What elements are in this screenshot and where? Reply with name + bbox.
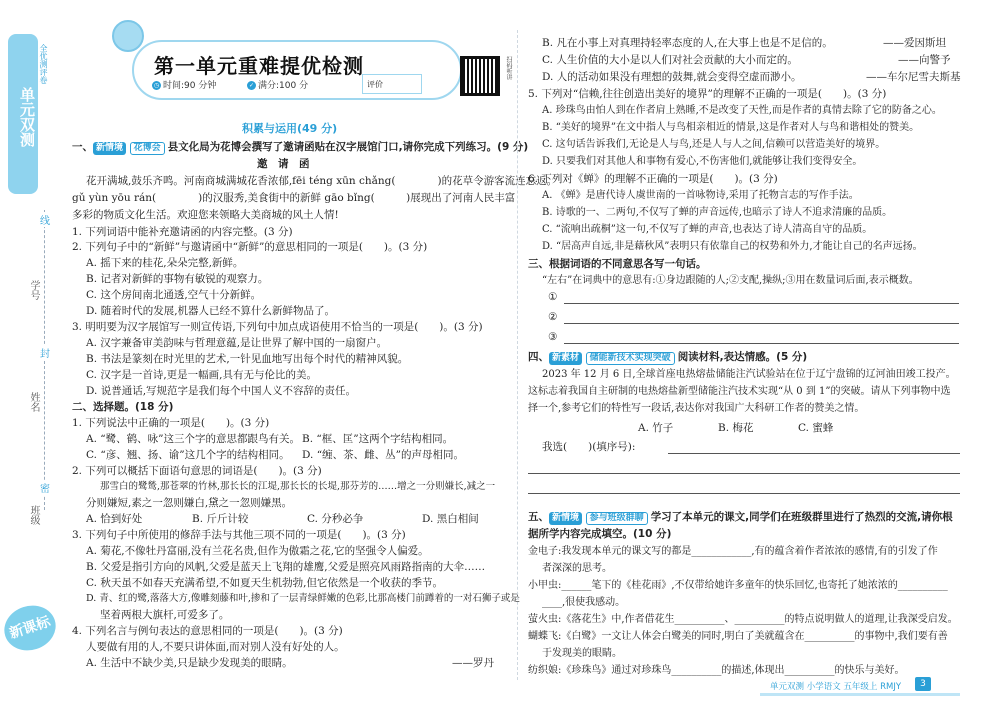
q2-4-option-d[interactable]: D. 人的活动如果没有理想的鼓舞,就会变得空虚而渺小。 (542, 71, 802, 83)
sentence-2-answer-line[interactable] (564, 323, 959, 324)
q2-3-option-d[interactable]: D. 青、红的鹭,落落大方,像雕刻藤和叶,掺和了一层青绿鲜嫩的色彩,比那高楼门前蹲着的一对石狮子或是 (86, 593, 520, 604)
new-context-tag: 新情境 (93, 142, 126, 155)
writing-line-2[interactable] (528, 473, 960, 474)
class-field[interactable]: 班级 (28, 505, 39, 525)
seal-label: 封 (40, 345, 50, 360)
chat-line-2-cont[interactable]: ____,很使我感动。 (542, 597, 626, 608)
invitation-title: 邀 请 函 (257, 158, 310, 170)
q2-6-option-d[interactable]: D. “居高声自远,非是藉秋风”表明只有依靠自己的权势和外力,才能让自己的名声远扬。 (542, 241, 923, 252)
section-4-option-b[interactable]: B. 梅花 (718, 422, 754, 434)
topic-tag-chat: 参与班级群聊 (586, 512, 648, 525)
q2-4-option-c[interactable]: C. 人生价值的大小是以人们对社会贡献的大小而定的。 (542, 54, 798, 66)
mascot-badge: 新课标 (0, 599, 62, 657)
section-4-passage-3: 择一个,参考它们的特性写一段话,表达你对我国广大科研工作者的赞美之情。 (528, 403, 865, 414)
left-column (72, 0, 558, 711)
new-material-tag: 新素材 (549, 352, 582, 365)
q2-1-option-b[interactable]: B. “框、匡”这两个字结构相同。 (302, 433, 454, 445)
q2-1-option-d[interactable]: D. “缠、茶、雌、丛”的声母相同。 (302, 449, 464, 461)
page-title: 第一单元重难提优检测 (154, 54, 364, 78)
q2-2-option-a[interactable]: A. 恰到好处 (86, 513, 143, 525)
q2-6-option-a[interactable]: A. 《蝉》是唐代诗人虞世南的一首咏物诗,采用了托物言志的写作手法。 (542, 190, 859, 201)
chat-line-4-cont: 于发现美的眼睛。 (542, 648, 622, 659)
section-4-passage-1: 2023 年 12 月 6 日,全球首座电热熔盐储能注汽试验站在位于辽宁盘锦的辽河油田竣工投产。 (542, 369, 956, 380)
q2-1: 1. 下列说法中正确的一项是( )。(3 分) (72, 417, 270, 429)
q1-1: 1. 下列词语中能补充邀请函的内容完整。(3 分) (72, 226, 293, 238)
q2-4-example: 人要做有用的人,不要只讲体面,而对别人没有好处的人。 (86, 641, 345, 653)
sentence-3-label: ③ (548, 331, 558, 343)
name-field[interactable]: 姓名 (28, 392, 39, 412)
score-icon: ✓ (248, 82, 255, 89)
q2-4-option-a-author: ——罗丹 (452, 657, 494, 669)
sentence-1-answer-line[interactable] (564, 303, 959, 304)
q2-6: 6. 下列对《蝉》的理解不正确的一项是( )。(3 分) (528, 173, 778, 185)
evaluation-box[interactable]: 评价 (362, 74, 422, 94)
topic-tag-energy: 储能新技术实现突破 (586, 352, 675, 365)
q2-5-option-a[interactable]: A. 珍珠鸟由怕人到在作者肩上熟睡,不是改变了天性,而是作者的真情去除了它的防备之心。 (542, 105, 942, 116)
cut-line (44, 210, 45, 510)
q2-4-option-a[interactable]: A. 生活中不缺少美,只是缺少发现美的眼睛。 (86, 657, 293, 669)
total-score: ✓ 满分:100 分 (248, 81, 309, 91)
q2-1-option-a[interactable]: A. “鹭、鹤、咏”这三个字的意思都跟鸟有关。 (86, 433, 300, 445)
section-title-accumulation: 积累与运用(49 分) (242, 122, 338, 135)
chat-line-2[interactable]: 小甲虫:______笔下的《桂花雨》,不仅带给她许多童年的快乐回忆,也寄托了她浓浓的__________ (528, 580, 948, 591)
section-3-title: 三、根据词语的不同意思各写一句话。 (528, 258, 707, 270)
section-4-title: 四、 新素材 储能新技术实现突破 阅读材料,表达情感。(5 分) (528, 351, 808, 363)
qr-code-icon[interactable] (460, 56, 500, 96)
footer-decoration (760, 693, 960, 696)
q2-4-option-b[interactable]: B. 凡在小事上对真理持轻率态度的人,在大事上也是不足信的。 (542, 37, 833, 49)
q1-3: 3. 明明要为汉字展馆写一则宣传语,下列句中加点成语使用不恰当的一项是( )。(3 分) (72, 321, 483, 333)
q1-2-option-d[interactable]: D. 随着时代的发展,机器人已经不算什么新鲜物品了。 (86, 305, 336, 317)
section-5-title-cont: 据所学内容完成填空。(10 分) (528, 528, 672, 540)
chat-line-4[interactable]: 蝴蝶飞:《白鹭》一文让人体会白鹭美的同时,明白了美就蕴含在__________的事物中,我们要有善 (528, 631, 948, 642)
q1-2: 2. 下列句子中的“新鲜”与邀请函中“新鲜”的意思相同的一项是( )。(3 分) (72, 241, 428, 253)
q2-2-option-b[interactable]: B. 斤斤计较 (192, 513, 249, 525)
q1-3-option-a[interactable]: A. 汉字兼备审美韵味与哲理意蕴,是让世界了解中国的一扇窗户。 (86, 337, 388, 349)
q1-3-option-d[interactable]: D. 说普通话,写规范字是我们每个中国人义不容辞的责任。 (86, 385, 357, 397)
invitation-line-1: 花开满城,鼓乐齐鸣。河南商城满城花香浓郁,fēi téng xūn chǎng( )的花草令游客流连忘返。 (86, 175, 558, 187)
student-number-field[interactable]: 学号 (28, 280, 39, 300)
section-4-option-a[interactable]: A. 竹子 (638, 422, 674, 434)
q1-2-option-b[interactable]: B. 记者对新鲜的事物有敏锐的观察力。 (86, 273, 269, 285)
writing-line-3[interactable] (528, 493, 960, 494)
q2-5: 5. 下列对“信赖,往往创造出美好的境界”的理解不正确的一项是( )。(3 分) (528, 88, 887, 100)
column-divider (517, 30, 518, 680)
q2-6-option-b[interactable]: B. 诗歌的一、二两句,不仅写了蝉的声音远传,也暗示了诗人不追求清廉的品质。 (542, 207, 893, 218)
footer-label: 单元双测 小学语文 五年级上 RMJY (770, 682, 902, 692)
q2-5-option-d[interactable]: D. 只要我们对其他人和事物有爱心,不伤害他们,就能够让我们变得安全。 (542, 156, 863, 167)
right-column (528, 0, 968, 711)
q2-2-passage-2: 分则嫌短,素之一忽则嫌白,黛之一忽则嫌黑。 (86, 497, 293, 509)
brand-subtitle: 全优测评卷 (39, 44, 48, 84)
q1-2-option-a[interactable]: A. 摇下来的桂花,朵朵完整,新鲜。 (86, 257, 244, 269)
tear-label: 密 (40, 480, 50, 495)
chat-line-1-cont: 者深深的思考。 (542, 563, 612, 574)
time-limit: ◷ 时间:90 分钟 (153, 81, 217, 91)
invitation-line-2: gǔ yùn yōu rán( )的汉服秀,美食街中的新鲜 gāo bǐng( )展现出了河南人民丰富 (72, 192, 516, 204)
q2-3-option-c[interactable]: C. 秋天虽不如春天充满希望,不如夏天生机勃勃,但它依然是一个收获的季节。 (86, 577, 444, 589)
q1-3-option-b[interactable]: B. 书法是篆刻在时光里的艺术,一针见血地写出每个时代的精神风貌。 (86, 353, 409, 365)
q2-4-option-c-author: ——向警予 (898, 54, 951, 66)
sentence-1-label: ① (548, 291, 558, 303)
q2-2-option-d[interactable]: D. 黑白相间 (422, 513, 479, 525)
qr-label: 扫码听讲 (505, 56, 512, 80)
chat-line-3[interactable]: 萤火虫:《落花生》中,作者借花生__________、__________的特点说明做人的道理,让我深受启发。 (528, 614, 958, 625)
q2-5-option-b[interactable]: B. “美好的境界”在文中指人与鸟相亲相近的情景,这是作者对人与鸟和谐相处的赞美。 (542, 122, 920, 133)
sentence-3-answer-line[interactable] (564, 343, 959, 344)
q2-2-option-c[interactable]: C. 分秒必争 (307, 513, 364, 525)
invitation-line-3: 多彩的物质文化生活。欢迎您来领略大美商城的风土人情! (72, 209, 339, 221)
section-3-definition: “左右”在词典中的意思有:①身边跟随的人;②支配,操纵;③用在数量词后面,表示概数。 (542, 275, 919, 286)
brand-logo: 单元双测 (8, 34, 38, 194)
q2-3-option-d-cont: 坚着两根大旗杆,可爱多了。 (100, 609, 230, 621)
cut-line-label: 线 (40, 212, 50, 227)
page-number: 3 (915, 677, 931, 691)
section-4-passage-2: 这标志着我国自主研制的电热熔盐新型储能注汽技术实现“从 0 到 1”的突破。请从下列事物中选 (528, 386, 951, 397)
q2-3: 3. 下列句子中所使用的修辞手法与其他三项不同的一项是( )。(3 分) (72, 529, 406, 541)
q1-2-option-c[interactable]: C. 这个房间南北通透,空气十分新鲜。 (86, 289, 262, 301)
q2-2-passage-1: 那雪白的鹭鸶,那苍翠的竹林,那长长的江堤,那长长的长堤,那芬芳的……增之一分则嫌长,减之一 (100, 481, 496, 492)
section-5-title: 五、 新情境 参与班级群聊 学习了本单元的课文,同学们在班级群里进行了热烈的交流,请你根 (528, 511, 953, 523)
q2-4-option-b-author: ——爱因斯坦 (883, 37, 946, 49)
q2-6-option-c[interactable]: C. “流响出疏桐”这一句,不仅写了蝉的声音,也表达了诗人清高自守的品质。 (542, 224, 873, 235)
q2-4: 4. 下列名言与例句表达的意思相同的一项是( )。(3 分) (72, 625, 343, 637)
topic-tag: 花博会 (130, 142, 165, 155)
section-4-choice-label: 我选( )(填序号): (542, 441, 636, 453)
section-4-option-c[interactable]: C. 蜜蜂 (798, 422, 834, 434)
q2-1-option-c[interactable]: C. “彦、翘、扬、谕”这几个字的结构相同。 (86, 449, 290, 461)
chat-line-1[interactable]: 金电子:我发现本单元的课文写的都是____________,有的蕴含着作者浓浓的感情,有的引发了作 (528, 546, 938, 557)
q2-5-option-c[interactable]: C. 这句话告诉我们,无论是人与鸟,还是人与人之间,信赖可以营造美好的境界。 (542, 139, 886, 150)
binding-margin (0, 0, 62, 711)
new-context-tag-2: 新情境 (549, 512, 582, 525)
q2-3-option-a[interactable]: A. 菊花,不像牡丹富丽,没有兰花名贵,但作为傲霜之花,它的坚强令人偏爱。 (86, 545, 429, 557)
chat-line-5[interactable]: 纺织娘:《珍珠鸟》通过对珍珠鸟__________的描述,体现出__________的快乐与美好。 (528, 665, 905, 676)
q2-3-option-b[interactable]: B. 父爱是指引方向的风帆,父爱是蓝天上飞翔的雄鹰,父爱是照亮风雨路指南的大伞…… (86, 561, 486, 573)
planet-decoration-icon (112, 20, 144, 52)
clock-icon: ◷ (153, 82, 160, 89)
writing-line-1[interactable] (668, 453, 960, 454)
question-1-prompt: 一、 新情境 花博会 县文化局为花博会撰写了邀请函贴在汉字展馆门口,请你完成下列练习。(9 分) (72, 141, 529, 153)
sentence-2-label: ② (548, 311, 558, 323)
section-2-title: 二、选择题。(18 分) (72, 401, 174, 413)
q2-2: 2. 下列可以概括下面语句意思的词语是( )。(3 分) (72, 465, 322, 477)
q2-4-option-d-author: ——车尔尼雪夫斯基 (866, 71, 961, 83)
q1-3-option-c[interactable]: C. 汉字是一首诗,更是一幅画,具有无与伦比的美。 (86, 369, 318, 381)
